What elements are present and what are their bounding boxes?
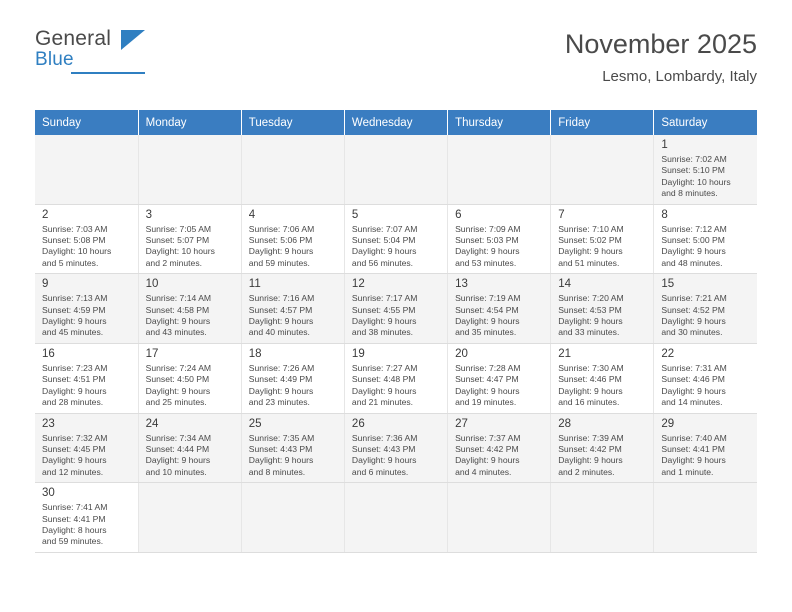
weekday-header-row	[35, 110, 757, 135]
day-sunset-text: Sunset: 5:08 PM	[42, 235, 106, 246]
calendar-day-cell[interactable]	[35, 343, 138, 413]
day-sun-info	[146, 224, 235, 270]
day-sun-info	[455, 433, 544, 479]
day-sunrise-text: Sunrise: 7:14 AM	[145, 293, 212, 304]
sunrise-sunset-calendar	[35, 110, 757, 553]
day-sunrise-text: Sunrise: 7:19 AM	[455, 293, 521, 304]
day-number: 13	[455, 278, 468, 291]
day-number: 20	[455, 347, 468, 360]
day-daylight2-text: and 2 minutes.	[558, 466, 615, 477]
calendar-week-row	[35, 274, 757, 344]
calendar-day-cell[interactable]	[138, 204, 241, 274]
calendar-empty-cell	[138, 135, 241, 204]
calendar-day-cell[interactable]	[35, 483, 138, 553]
day-sunrise-text: Sunrise: 7:37 AM	[455, 432, 521, 443]
day-number: 28	[558, 417, 571, 430]
day-number: 19	[351, 347, 365, 360]
day-number: 7	[558, 208, 565, 221]
day-sun-info	[352, 433, 441, 479]
day-daylight1-text: Daylight: 9 hours	[42, 385, 107, 396]
day-daylight1-text: Daylight: 9 hours	[455, 246, 520, 257]
day-daylight2-text: and 8 minutes.	[661, 188, 718, 199]
logo-underline	[71, 72, 145, 74]
day-daylight1-text: Daylight: 9 hours	[351, 385, 417, 396]
calendar-day-cell[interactable]	[448, 343, 551, 413]
calendar-week-row	[35, 135, 757, 204]
day-number: 17	[145, 347, 159, 360]
day-sun-info	[661, 363, 751, 409]
day-sunrise-text: Sunrise: 7:03 AM	[42, 223, 108, 234]
calendar-week-row	[35, 343, 757, 413]
calendar-day-cell[interactable]	[35, 413, 138, 483]
day-daylight2-text: and 53 minutes.	[455, 257, 517, 268]
day-sunset-text: Sunset: 5:07 PM	[145, 235, 210, 246]
day-sunrise-text: Sunrise: 7:20 AM	[558, 293, 624, 304]
day-daylight2-text: and 30 minutes.	[661, 327, 723, 338]
weekday-header-tuesday: Tuesday	[241, 110, 344, 135]
day-sun-info	[558, 363, 647, 409]
day-number: 22	[661, 347, 675, 360]
day-sunset-text: Sunset: 4:48 PM	[351, 374, 416, 385]
day-sun-info	[249, 224, 338, 270]
day-sun-info	[661, 293, 751, 339]
day-number: 12	[351, 278, 365, 291]
day-sun-info	[42, 433, 132, 479]
calendar-day-cell[interactable]	[344, 413, 447, 483]
day-sunset-text: Sunset: 4:50 PM	[145, 374, 210, 385]
calendar-week-row	[35, 483, 757, 553]
day-sunrise-text: Sunrise: 7:36 AM	[351, 432, 418, 443]
day-sunset-text: Sunset: 4:43 PM	[248, 443, 313, 454]
calendar-day-cell[interactable]	[138, 274, 241, 344]
day-sunset-text: Sunset: 4:45 PM	[42, 443, 106, 454]
day-sunrise-text: Sunrise: 7:41 AM	[42, 502, 108, 513]
day-sun-info	[249, 293, 338, 339]
day-sun-info	[42, 224, 132, 270]
calendar-day-cell[interactable]	[654, 204, 757, 274]
calendar-day-cell[interactable]	[241, 343, 344, 413]
day-daylight1-text: Daylight: 10 hours	[145, 246, 215, 257]
day-sunset-text: Sunset: 4:57 PM	[248, 304, 313, 315]
day-sunset-text: Sunset: 4:46 PM	[558, 374, 622, 385]
day-sunset-text: Sunset: 4:54 PM	[455, 304, 519, 315]
calendar-day-cell[interactable]	[551, 413, 654, 483]
logo-text-general: General	[35, 27, 112, 50]
day-sun-info	[42, 502, 132, 548]
day-sunset-text: Sunset: 4:41 PM	[661, 443, 725, 454]
weekday-header-saturday: Saturday	[654, 110, 757, 135]
day-daylight2-text: and 43 minutes.	[145, 327, 207, 338]
day-sunset-text: Sunset: 4:51 PM	[42, 374, 106, 385]
day-sun-info	[661, 224, 751, 270]
day-sunrise-text: Sunrise: 7:10 AM	[558, 223, 624, 234]
day-sun-info	[352, 224, 441, 270]
page-header	[35, 0, 757, 100]
day-sunset-text: Sunset: 4:42 PM	[455, 443, 519, 454]
day-daylight2-text: and 8 minutes.	[248, 466, 306, 477]
day-number: 16	[42, 347, 55, 360]
weekday-header-wednesday: Wednesday	[344, 110, 447, 135]
day-sunrise-text: Sunrise: 7:06 AM	[248, 223, 315, 234]
day-sunset-text: Sunset: 4:42 PM	[558, 443, 622, 454]
day-sunrise-text: Sunrise: 7:26 AM	[248, 362, 315, 373]
calendar-week-row	[35, 413, 757, 483]
day-daylight1-text: Daylight: 8 hours	[42, 524, 107, 535]
day-daylight2-text: and 38 minutes.	[351, 327, 414, 338]
day-sunrise-text: Sunrise: 7:23 AM	[42, 362, 108, 373]
day-daylight1-text: Daylight: 9 hours	[145, 385, 211, 396]
day-daylight2-text: and 14 minutes.	[661, 397, 723, 408]
day-daylight2-text: and 10 minutes.	[145, 466, 207, 477]
day-sun-info	[146, 433, 235, 479]
day-number: 11	[248, 278, 261, 291]
day-daylight1-text: Daylight: 9 hours	[351, 316, 417, 327]
calendar-empty-cell	[241, 483, 344, 553]
day-sunrise-text: Sunrise: 7:27 AM	[351, 362, 418, 373]
day-daylight2-text: and 12 minutes.	[42, 466, 104, 477]
day-sun-info	[352, 363, 441, 409]
day-daylight1-text: Daylight: 9 hours	[455, 385, 520, 396]
day-sunrise-text: Sunrise: 7:40 AM	[661, 432, 727, 443]
day-daylight1-text: Daylight: 9 hours	[661, 316, 726, 327]
day-sunset-text: Sunset: 4:53 PM	[558, 304, 622, 315]
day-number: 4	[248, 208, 256, 221]
day-sunset-text: Sunset: 5:00 PM	[661, 235, 725, 246]
day-sun-info	[661, 154, 751, 200]
day-sun-info	[455, 293, 544, 339]
day-daylight2-text: and 21 minutes.	[351, 397, 414, 408]
day-daylight2-text: and 16 minutes.	[558, 397, 620, 408]
calendar-body	[35, 135, 757, 552]
calendar-day-cell[interactable]	[448, 274, 551, 344]
day-sunrise-text: Sunrise: 7:32 AM	[42, 432, 108, 443]
day-daylight2-text: and 35 minutes.	[455, 327, 517, 338]
day-daylight2-text: and 5 minutes.	[42, 257, 99, 268]
day-daylight1-text: Daylight: 9 hours	[248, 385, 314, 396]
day-sun-info	[146, 363, 235, 409]
day-daylight1-text: Daylight: 9 hours	[661, 385, 726, 396]
day-number: 10	[145, 278, 159, 291]
day-number: 9	[42, 278, 49, 291]
day-sunrise-text: Sunrise: 7:21 AM	[661, 293, 727, 304]
day-number: 14	[558, 278, 571, 291]
day-sun-info	[661, 433, 751, 479]
day-daylight1-text: Daylight: 9 hours	[351, 246, 417, 257]
calendar-day-cell[interactable]	[448, 413, 551, 483]
day-daylight1-text: Daylight: 9 hours	[145, 316, 211, 327]
day-sunset-text: Sunset: 4:47 PM	[455, 374, 519, 385]
calendar-day-cell[interactable]	[654, 135, 757, 204]
weekday-header-friday: Friday	[551, 110, 654, 135]
day-daylight1-text: Daylight: 10 hours	[42, 246, 112, 257]
day-number: 15	[661, 278, 675, 291]
day-sun-info	[42, 363, 132, 409]
calendar-day-cell[interactable]	[551, 274, 654, 344]
day-number: 29	[661, 417, 675, 430]
day-daylight2-text: and 28 minutes.	[42, 397, 104, 408]
calendar-day-cell[interactable]	[654, 343, 757, 413]
day-daylight2-text: and 56 minutes.	[351, 257, 414, 268]
day-sunset-text: Sunset: 4:43 PM	[351, 443, 416, 454]
weekday-header-thursday: Thursday	[448, 110, 551, 135]
day-number: 21	[558, 347, 571, 360]
day-sunrise-text: Sunrise: 7:16 AM	[248, 293, 315, 304]
day-sunset-text: Sunset: 4:55 PM	[351, 304, 416, 315]
day-sun-info	[249, 433, 338, 479]
calendar-empty-cell	[551, 135, 654, 204]
day-number: 3	[145, 208, 153, 221]
calendar-empty-cell	[654, 483, 757, 553]
day-sunrise-text: Sunrise: 7:34 AM	[145, 432, 212, 443]
calendar-empty-cell	[344, 483, 447, 553]
calendar-empty-cell	[551, 483, 654, 553]
calendar-day-cell[interactable]	[551, 343, 654, 413]
day-sun-info	[146, 293, 235, 339]
calendar-day-cell[interactable]	[654, 274, 757, 344]
day-sunset-text: Sunset: 5:06 PM	[248, 235, 313, 246]
calendar-day-cell[interactable]	[654, 413, 757, 483]
day-number: 23	[42, 417, 55, 430]
day-sun-info	[42, 293, 132, 339]
day-sunrise-text: Sunrise: 7:28 AM	[455, 362, 521, 373]
calendar-day-cell[interactable]	[551, 204, 654, 274]
day-daylight1-text: Daylight: 9 hours	[351, 455, 417, 466]
day-sunrise-text: Sunrise: 7:17 AM	[351, 293, 418, 304]
day-sun-info	[558, 433, 647, 479]
calendar-empty-cell	[138, 483, 241, 553]
day-daylight1-text: Daylight: 9 hours	[248, 316, 314, 327]
day-daylight2-text: and 2 minutes.	[145, 257, 203, 268]
day-daylight1-text: Daylight: 9 hours	[145, 455, 211, 466]
calendar-empty-cell	[344, 135, 447, 204]
day-daylight1-text: Daylight: 9 hours	[558, 385, 623, 396]
calendar-day-cell[interactable]	[344, 274, 447, 344]
day-number: 30	[42, 487, 55, 500]
day-number: 2	[42, 208, 49, 221]
day-daylight1-text: Daylight: 9 hours	[558, 246, 623, 257]
calendar-week-row	[35, 204, 757, 274]
day-daylight2-text: and 4 minutes.	[455, 466, 512, 477]
day-number: 24	[145, 417, 159, 430]
calendar-day-cell[interactable]	[35, 204, 138, 274]
day-number: 5	[351, 208, 359, 221]
generalblue-logo	[35, 28, 145, 70]
day-sunrise-text: Sunrise: 7:31 AM	[661, 362, 727, 373]
calendar-day-cell[interactable]	[344, 204, 447, 274]
location-subtitle: Lesmo, Lombardy, Italy	[602, 68, 757, 85]
day-daylight1-text: Daylight: 9 hours	[455, 455, 520, 466]
day-sun-info	[455, 224, 544, 270]
day-daylight2-text: and 59 minutes.	[248, 257, 310, 268]
day-daylight1-text: Daylight: 10 hours	[661, 176, 731, 187]
day-sunrise-text: Sunrise: 7:07 AM	[351, 223, 418, 234]
day-sun-info	[249, 363, 338, 409]
calendar-day-cell[interactable]	[344, 343, 447, 413]
weekday-header-sunday: Sunday	[35, 110, 138, 135]
day-daylight2-text: and 19 minutes.	[455, 397, 517, 408]
day-daylight1-text: Daylight: 9 hours	[248, 455, 314, 466]
day-sunrise-text: Sunrise: 7:30 AM	[558, 362, 624, 373]
calendar-day-cell[interactable]	[241, 413, 344, 483]
day-sun-info	[455, 363, 544, 409]
title-block	[565, 28, 757, 88]
day-sunrise-text: Sunrise: 7:24 AM	[145, 362, 212, 373]
calendar-empty-cell	[35, 135, 138, 204]
day-number: 18	[248, 347, 262, 360]
day-number: 8	[661, 208, 668, 221]
day-sunset-text: Sunset: 4:59 PM	[42, 304, 106, 315]
day-number: 27	[455, 417, 468, 430]
calendar-day-cell[interactable]	[241, 204, 344, 274]
day-daylight2-text: and 1 minute.	[661, 466, 714, 477]
day-daylight1-text: Daylight: 9 hours	[42, 455, 107, 466]
day-sunrise-text: Sunrise: 7:12 AM	[661, 223, 727, 234]
day-sunset-text: Sunset: 4:58 PM	[145, 304, 210, 315]
day-sunrise-text: Sunrise: 7:39 AM	[558, 432, 624, 443]
calendar-empty-cell	[448, 483, 551, 553]
logo-text-blue: Blue	[35, 49, 74, 70]
day-sun-info	[558, 224, 647, 270]
day-daylight1-text: Daylight: 9 hours	[455, 316, 520, 327]
day-sunset-text: Sunset: 4:46 PM	[661, 374, 725, 385]
day-daylight2-text: and 33 minutes.	[558, 327, 620, 338]
day-sunset-text: Sunset: 5:10 PM	[661, 165, 725, 176]
calendar-day-cell[interactable]	[448, 204, 551, 274]
calendar-empty-cell	[448, 135, 551, 204]
day-daylight2-text: and 40 minutes.	[248, 327, 310, 338]
day-sunset-text: Sunset: 4:52 PM	[661, 304, 725, 315]
page-title: November 2025	[564, 29, 757, 59]
day-daylight1-text: Daylight: 9 hours	[42, 316, 107, 327]
day-sunset-text: Sunset: 4:49 PM	[248, 374, 313, 385]
day-number: 26	[351, 417, 365, 430]
day-sunrise-text: Sunrise: 7:05 AM	[145, 223, 212, 234]
day-sun-info	[352, 293, 441, 339]
day-sunset-text: Sunset: 5:04 PM	[351, 235, 416, 246]
calendar-day-cell[interactable]	[138, 343, 241, 413]
day-daylight1-text: Daylight: 9 hours	[558, 316, 623, 327]
day-number: 6	[455, 208, 462, 221]
day-sunset-text: Sunset: 5:03 PM	[455, 235, 519, 246]
day-daylight2-text: and 25 minutes.	[145, 397, 207, 408]
day-sunset-text: Sunset: 4:44 PM	[145, 443, 210, 454]
day-daylight2-text: and 6 minutes.	[351, 466, 409, 477]
day-sunrise-text: Sunrise: 7:02 AM	[661, 154, 727, 164]
day-daylight1-text: Daylight: 9 hours	[558, 455, 623, 466]
day-daylight2-text: and 59 minutes.	[42, 536, 104, 547]
day-daylight2-text: and 48 minutes.	[661, 257, 723, 268]
logo-flag-icon	[121, 30, 145, 50]
day-sunrise-text: Sunrise: 7:13 AM	[42, 293, 108, 304]
calendar-day-cell[interactable]	[35, 274, 138, 344]
day-sun-info	[558, 293, 647, 339]
day-daylight2-text: and 23 minutes.	[248, 397, 310, 408]
day-daylight1-text: Daylight: 9 hours	[661, 246, 726, 257]
day-daylight2-text: and 51 minutes.	[558, 257, 620, 268]
calendar-day-cell[interactable]	[138, 413, 241, 483]
day-sunrise-text: Sunrise: 7:35 AM	[248, 432, 315, 443]
calendar-empty-cell	[241, 135, 344, 204]
day-daylight1-text: Daylight: 9 hours	[661, 455, 726, 466]
day-daylight2-text: and 45 minutes.	[42, 327, 104, 338]
day-sunrise-text: Sunrise: 7:09 AM	[455, 223, 521, 234]
day-sunset-text: Sunset: 4:41 PM	[42, 513, 106, 524]
day-number: 25	[248, 417, 262, 430]
day-sunset-text: Sunset: 5:02 PM	[558, 235, 622, 246]
weekday-header-monday: Monday	[138, 110, 241, 135]
day-number: 1	[661, 139, 668, 151]
day-daylight1-text: Daylight: 9 hours	[248, 246, 314, 257]
calendar-day-cell[interactable]	[241, 274, 344, 344]
